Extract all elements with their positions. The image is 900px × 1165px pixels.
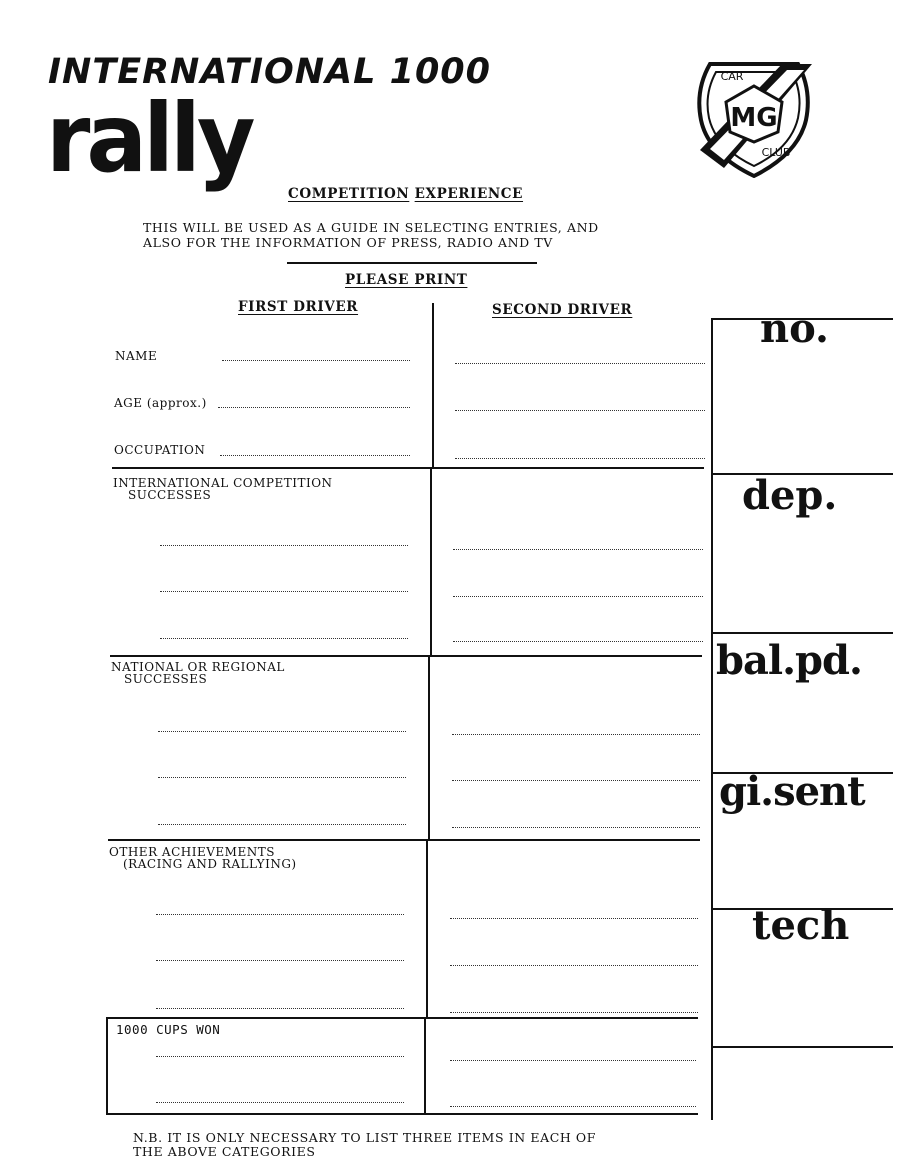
office-divider-balpd (713, 632, 893, 634)
national-label-2: SUCCESSES (124, 672, 208, 686)
column-divider-national (428, 657, 430, 841)
cups-box-bottom (106, 1113, 698, 1115)
first-national-line-3[interactable] (158, 824, 406, 825)
title-rally: rally (46, 83, 252, 194)
second-driver-name-field[interactable] (455, 363, 705, 364)
first-other-line-2[interactable] (156, 960, 404, 961)
second-driver-occupation-field[interactable] (455, 458, 705, 459)
second-other-line-1[interactable] (450, 918, 698, 919)
second-driver-age-field[interactable] (455, 410, 705, 411)
column-divider-international (430, 469, 432, 657)
intro-line-2: ALSO FOR THE INFORMATION OF PRESS, RADIO AND TV (143, 235, 553, 250)
second-other-line-3[interactable] (450, 1012, 698, 1013)
office-dep: dep. (742, 472, 838, 519)
divider-other (108, 839, 700, 841)
first-driver-heading: FIRST DRIVER (238, 299, 359, 315)
first-other-line-3[interactable] (156, 1008, 404, 1009)
office-gi-sent: gi.sent (719, 768, 865, 815)
column-divider-other (426, 841, 428, 1019)
age-label: AGE (approx.) (114, 396, 207, 410)
first-driver-occupation-field[interactable] (220, 455, 410, 456)
office-no: no. (760, 305, 829, 352)
please-print: PLEASE PRINT (345, 272, 468, 288)
occupation-label: OCCUPATION (114, 443, 206, 457)
title-international-1000: INTERNATIONAL 1000 (48, 52, 492, 92)
other-label-2: (RACING AND RALLYING) (123, 857, 297, 871)
second-cups-line-2[interactable] (450, 1106, 696, 1107)
footer-line-2: THE ABOVE CATEGORIES (133, 1144, 316, 1159)
first-national-line-2[interactable] (158, 777, 406, 778)
international-label-2: SUCCESSES (128, 488, 212, 502)
first-cups-line-1[interactable] (156, 1056, 404, 1057)
second-national-line-1[interactable] (452, 734, 700, 735)
name-label: NAME (115, 349, 158, 363)
international-label-1: INTERNATIONAL COMPETITION (113, 476, 333, 490)
intro-line-1: THIS WILL BE USED AS A GUIDE IN SELECTING ENTRIES, AND (143, 220, 599, 235)
divider-national (110, 655, 702, 657)
logo-car: CAR (720, 70, 744, 83)
mg-car-club-logo (690, 50, 818, 178)
competition-experience-heading (288, 186, 523, 202)
first-national-line-1[interactable] (158, 731, 406, 732)
first-other-line-1[interactable] (156, 914, 404, 915)
first-international-line-3[interactable] (160, 638, 408, 639)
second-international-line-2[interactable] (453, 596, 703, 597)
footer-line-1: N.B. IT IS ONLY NECESSARY TO LIST THREE ITEMS IN EACH OF (133, 1130, 597, 1145)
heading-experience: EXPERIENCE (414, 186, 524, 202)
second-international-line-3[interactable] (453, 641, 703, 642)
second-other-line-2[interactable] (450, 965, 698, 966)
office-tech: tech (752, 902, 850, 949)
cups-won-label: 1000 CUPS WON (116, 1022, 221, 1037)
second-national-line-2[interactable] (452, 780, 700, 781)
column-divider-top (432, 303, 434, 467)
office-column-border (711, 318, 713, 1120)
first-international-line-1[interactable] (160, 545, 408, 546)
intro-divider (287, 262, 537, 264)
second-national-line-3[interactable] (452, 827, 700, 828)
divider-international (112, 467, 704, 469)
second-international-line-1[interactable] (453, 549, 703, 550)
second-driver-heading: SECOND DRIVER (492, 302, 633, 318)
logo-club: CLUB (761, 146, 791, 159)
national-label-1: NATIONAL OR REGIONAL (111, 660, 285, 674)
second-cups-line-1[interactable] (450, 1060, 696, 1061)
first-driver-age-field[interactable] (218, 407, 410, 408)
divider-cups (106, 1017, 698, 1019)
office-bal-pd: bal.pd. (716, 637, 862, 684)
cups-box-left (106, 1017, 108, 1115)
column-divider-cups (424, 1019, 426, 1115)
first-driver-name-field[interactable] (222, 360, 410, 361)
office-divider-bottom (713, 1046, 893, 1048)
heading-competition: COMPETITION (288, 186, 410, 202)
first-international-line-2[interactable] (160, 591, 408, 592)
logo-mg: MG (730, 103, 778, 133)
first-cups-line-2[interactable] (156, 1102, 404, 1103)
other-label-1: OTHER ACHIEVEMENTS (109, 845, 275, 859)
